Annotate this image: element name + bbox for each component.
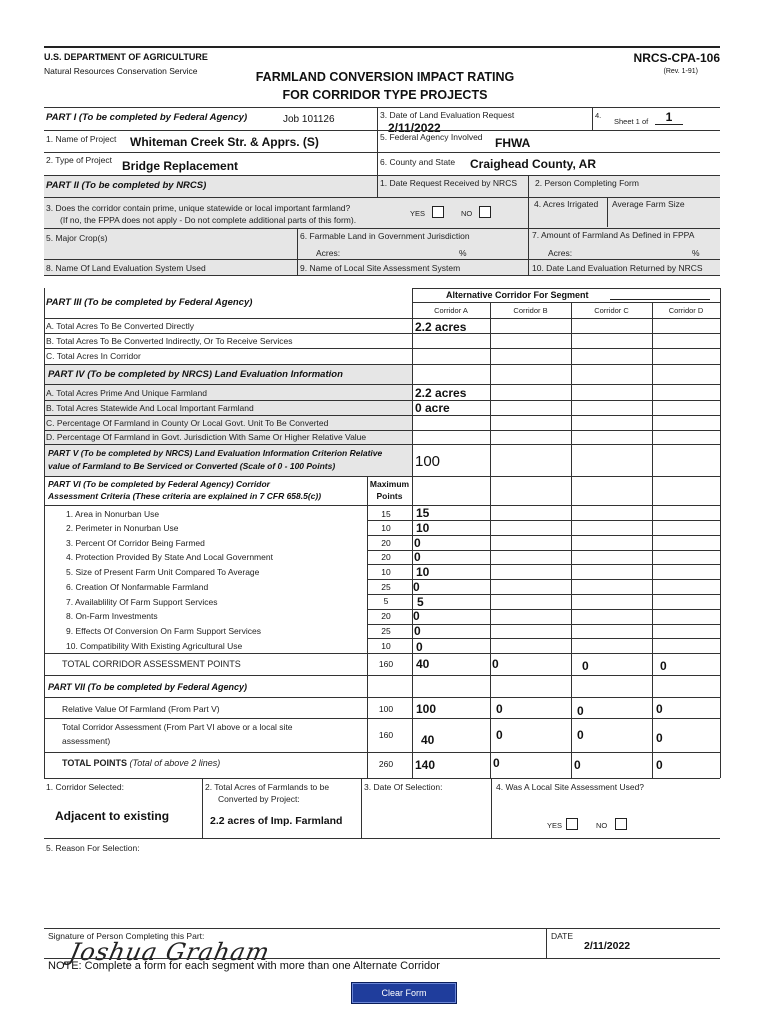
q3-no-label: NO [461, 209, 473, 218]
date-request-label: 3. Date of Land Evaluation Request [380, 110, 515, 120]
lsa-no-label: NO [596, 821, 608, 830]
criterion-5-label: 5. Size of Present Farm Unit Compared To Average [66, 567, 260, 577]
dept-name: U.S. DEPARTMENT OF AGRICULTURE [44, 52, 208, 62]
tca-b[interactable]: 0 [496, 728, 503, 742]
corridor-selected-value[interactable]: Adjacent to existing [55, 809, 170, 823]
part5-heading-line2: value of Farmland to Be Serviced or Converted (Scale of 0 - 100 Points) [48, 461, 336, 471]
project-type-label: 2. Type of Project [46, 155, 112, 165]
relative-value-c[interactable]: 0 [577, 704, 584, 718]
total-points-label-suffix: (Total of above 2 lines) [129, 758, 221, 768]
criterion-6-corridor-a[interactable]: 0 [413, 580, 420, 594]
total-points-label [62, 758, 220, 768]
alt-corridor-heading: Alternative Corridor For Segment [446, 290, 589, 300]
reason-selection-label: 5. Reason For Selection: [46, 843, 140, 853]
avg-farm-size-label: Average Farm Size [612, 199, 685, 209]
total-points-label-main: TOTAL POINTS [62, 758, 128, 768]
part4-row-d-label: D. Percentage Of Farmland in Govt. Jurisdiction With Same Or Higher Relative Value [46, 432, 367, 442]
criterion-3-max: 20 [381, 538, 391, 548]
amount-fppa-label: 7. Amount of Farmland As Defined in FPPA [532, 230, 695, 240]
total-corridor-points-max: 160 [378, 659, 394, 669]
q3-line2: (If no, the FPPA does not apply - Do not complete additional parts of this form). [60, 215, 357, 225]
part3-heading: PART III (To be completed by Federal Agency) [46, 297, 253, 308]
criterion-10-corridor-a[interactable]: 0 [416, 640, 423, 654]
part2-heading: PART II (To be completed by NRCS) [46, 180, 207, 191]
criterion-8-label: 8. On-Farm Investments [66, 611, 158, 621]
total-points-b[interactable]: 0 [493, 756, 500, 770]
project-type-value[interactable]: Bridge Replacement [122, 159, 239, 173]
tca-max: 160 [378, 730, 394, 740]
form-title-line1: FARMLAND CONVERSION IMPACT RATING [255, 70, 515, 84]
total-corridor-points-c[interactable]: 0 [582, 659, 589, 673]
criterion-4-max: 20 [381, 552, 391, 562]
footnote: NOTE: Complete a form for each segment with more than one Alternate Corridor [48, 960, 440, 972]
lsa-no-checkbox[interactable] [615, 818, 627, 830]
farmable-pct-label: % [459, 248, 467, 258]
les-name-label: 8. Name Of Land Evaluation System Used [46, 263, 206, 273]
total-corridor-points-a[interactable]: 40 [416, 657, 430, 671]
total-points-a[interactable]: 140 [415, 758, 436, 772]
corridor-b-header: Corridor B [513, 306, 548, 315]
criterion-9-max: 25 [381, 626, 391, 636]
criterion-4-label: 4. Protection Provided By State And Local Government [66, 552, 273, 562]
criterion-8-max: 20 [381, 611, 391, 621]
acres-irrigated-label: 4. Acres Irrigated [534, 199, 599, 209]
service-name: Natural Resources Conservation Service [44, 66, 198, 76]
date-selection-label: 3. Date Of Selection: [364, 782, 443, 792]
total-acres-value[interactable]: 2.2 acres of Imp. Farmland [210, 815, 343, 827]
signature-image[interactable]: Joshua Graham [67, 938, 273, 966]
form-title-line2: FOR CORRIDOR TYPE PROJECTS [282, 88, 488, 102]
sheet-of-label: Sheet 1 of [614, 117, 649, 126]
farmable-acres-label: Acres: [316, 248, 341, 258]
criterion-1-corridor-a[interactable]: 15 [416, 506, 430, 520]
q3-no-checkbox[interactable] [479, 206, 491, 218]
clear-form-button[interactable]: Clear Form [351, 982, 457, 1004]
part4-row-a-corridor-a[interactable]: 2.2 acres [415, 386, 467, 400]
tca-a[interactable]: 40 [421, 733, 435, 747]
part6-heading-line1: PART VI (To be completed by Federal Agency) Corridor [48, 479, 270, 489]
lsa-used-label: 4. Was A Local Site Assessment Used? [496, 782, 645, 792]
part4-row-b-corridor-a[interactable]: 0 acre [415, 401, 450, 415]
tca-d[interactable]: 0 [656, 731, 663, 745]
part3-row-c-label: C. Total Acres In Corridor [46, 351, 141, 361]
part7-heading: PART VII (To be completed by Federal Agency) [48, 682, 248, 692]
tca-label-line1: Total Corridor Assessment (From Part VI above or a local site [62, 722, 293, 732]
federal-agency-label: 5. Federal Agency Involved [380, 132, 483, 142]
max-points-label-line1: Maximum [369, 479, 410, 489]
relative-value-d[interactable]: 0 [656, 702, 663, 716]
date-returned-label: 10. Date Land Evaluation Returned by NRCS [532, 263, 703, 273]
max-points-label-line2: Points [376, 491, 403, 501]
criterion-7-label: 7. Availablility Of Farm Support Services [66, 597, 218, 607]
corridor-c-header: Corridor C [594, 306, 629, 315]
criterion-7-corridor-a[interactable]: 5 [417, 595, 424, 609]
part3-row-a-corridor-a[interactable]: 2.2 acres [415, 320, 467, 334]
total-corridor-points-d[interactable]: 0 [660, 659, 667, 673]
total-points-d[interactable]: 0 [656, 758, 663, 772]
county-state-value[interactable]: Craighead County, AR [470, 157, 597, 171]
project-name-value[interactable]: Whiteman Creek Str. & Apprs. (S) [130, 135, 319, 149]
criterion-10-label: 10. Compatibility With Existing Agricultural Use [66, 641, 243, 651]
relative-value-a[interactable]: 100 [416, 702, 437, 716]
project-name-label: 1. Name of Project [46, 134, 117, 144]
total-points-c[interactable]: 0 [574, 758, 581, 772]
part3-row-a-label: A. Total Acres To Be Converted Directly [46, 321, 195, 331]
job-number[interactable]: Job 101126 [283, 114, 335, 125]
form-revision: (Rev. 1-91) [663, 68, 698, 75]
part5-heading-line1: PART V (To be completed by NRCS) Land Evaluation Information Criterion Relative [48, 448, 383, 458]
criterion-2-corridor-a[interactable]: 10 [416, 521, 430, 535]
criterion-3-label: 3. Percent Of Corridor Being Farmed [66, 538, 205, 548]
segment-blank[interactable] [610, 299, 710, 300]
corridor-selected-label: 1. Corridor Selected: [46, 782, 124, 792]
total-acres-label-line2: Converted by Project: [218, 794, 300, 804]
part4-row-c-label: C. Percentage Of Farmland in County Or Local Govt. Unit To Be Converted [46, 418, 329, 428]
signature-label: Signature of Person Completing this Part: [48, 931, 205, 941]
total-corridor-points-label: TOTAL CORRIDOR ASSESSMENT POINTS [62, 659, 241, 669]
q3-yes-checkbox[interactable] [432, 206, 444, 218]
tca-label-line2: assessment) [62, 736, 111, 746]
criterion-1-label: 1. Area in Nonurban Use [66, 509, 160, 519]
criterion-6-label: 6. Creation Of Nonfarmable Farmland [66, 582, 209, 592]
part6-heading-line2: Assessment Criteria (These criteria are explained in 7 CFR 658.5(c)) [48, 491, 322, 501]
criterion-7-max: 5 [383, 596, 389, 606]
farmable-land-label: 6. Farmable Land in Government Jurisdiction [300, 231, 470, 241]
lsa-name-label: 9. Name of Local Site Assessment System [300, 263, 461, 273]
total-acres-label-line1: 2. Total Acres of Farmlands to be [205, 782, 330, 792]
fppa-acres-label: Acres: [548, 248, 573, 258]
relative-value-b[interactable]: 0 [496, 702, 503, 716]
total-points-max: 260 [378, 759, 394, 769]
corridor-d-header: Corridor D [668, 306, 704, 315]
criterion-6-max: 25 [381, 582, 391, 592]
criterion-2-label: 2. Perimeter in Nonurban Use [66, 523, 179, 533]
federal-agency-value[interactable]: FHWA [495, 136, 531, 150]
relative-value-label: Relative Value Of Farmland (From Part V) [62, 704, 220, 714]
criterion-10-max: 10 [381, 641, 391, 651]
q3-line1: 3. Does the corridor contain prime, unique statewide or local important farmland? [46, 203, 351, 213]
criterion-1-max: 15 [381, 509, 391, 519]
lsa-yes-checkbox[interactable] [566, 818, 578, 830]
part1-heading: PART I (To be completed by Federal Agency) [46, 112, 248, 123]
major-crops-label: 5. Major Crop(s) [46, 233, 108, 243]
criterion-5-corridor-a[interactable]: 10 [416, 565, 430, 579]
total-corridor-points-b[interactable]: 0 [492, 657, 499, 671]
part4-row-b-label: B. Total Acres Statewide And Local Important Farmland [46, 403, 254, 413]
part5-corridor-a[interactable]: 100 [415, 453, 441, 470]
tca-c[interactable]: 0 [577, 728, 584, 742]
criterion-8-corridor-a[interactable]: 0 [413, 609, 420, 623]
criterion-5-max: 10 [381, 567, 391, 577]
criterion-3-corridor-a[interactable]: 0 [414, 536, 421, 550]
part4-row-a-label: A. Total Acres Prime And Unique Farmland [46, 388, 207, 398]
county-state-label: 6. County and State [380, 157, 456, 167]
part3-row-b-label: B. Total Acres To Be Converted Indirectly, Or To Receive Services [46, 336, 293, 346]
date-received-label: 1. Date Request Received by NRCS [380, 178, 518, 188]
criterion-4-corridor-a[interactable]: 0 [414, 550, 421, 564]
criterion-9-label: 9. Effects Of Conversion On Farm Support Services [66, 626, 261, 636]
criterion-9-corridor-a[interactable]: 0 [414, 624, 421, 638]
criterion-2-max: 10 [381, 523, 391, 533]
signature-date-value[interactable]: 2/11/2022 [584, 940, 631, 952]
form-id: NRCS-CPA-106 [633, 51, 720, 65]
part4-heading: PART IV (To be completed by NRCS) Land Evaluation Information [48, 369, 343, 380]
sheet-total-value[interactable]: 1 [655, 110, 683, 125]
sheet-number-label: 4. [595, 111, 602, 120]
relative-value-max: 100 [378, 704, 394, 714]
person-completing-label: 2. Person Completing Form [535, 178, 639, 188]
date-request-value[interactable]: 2/11/2022 [388, 121, 441, 135]
signature-date-label: DATE [551, 931, 574, 941]
q3-yes-label: YES [410, 209, 426, 218]
lsa-yes-label: YES [547, 821, 563, 830]
fppa-pct-label: % [692, 248, 700, 258]
corridor-a-header: Corridor A [434, 306, 468, 315]
